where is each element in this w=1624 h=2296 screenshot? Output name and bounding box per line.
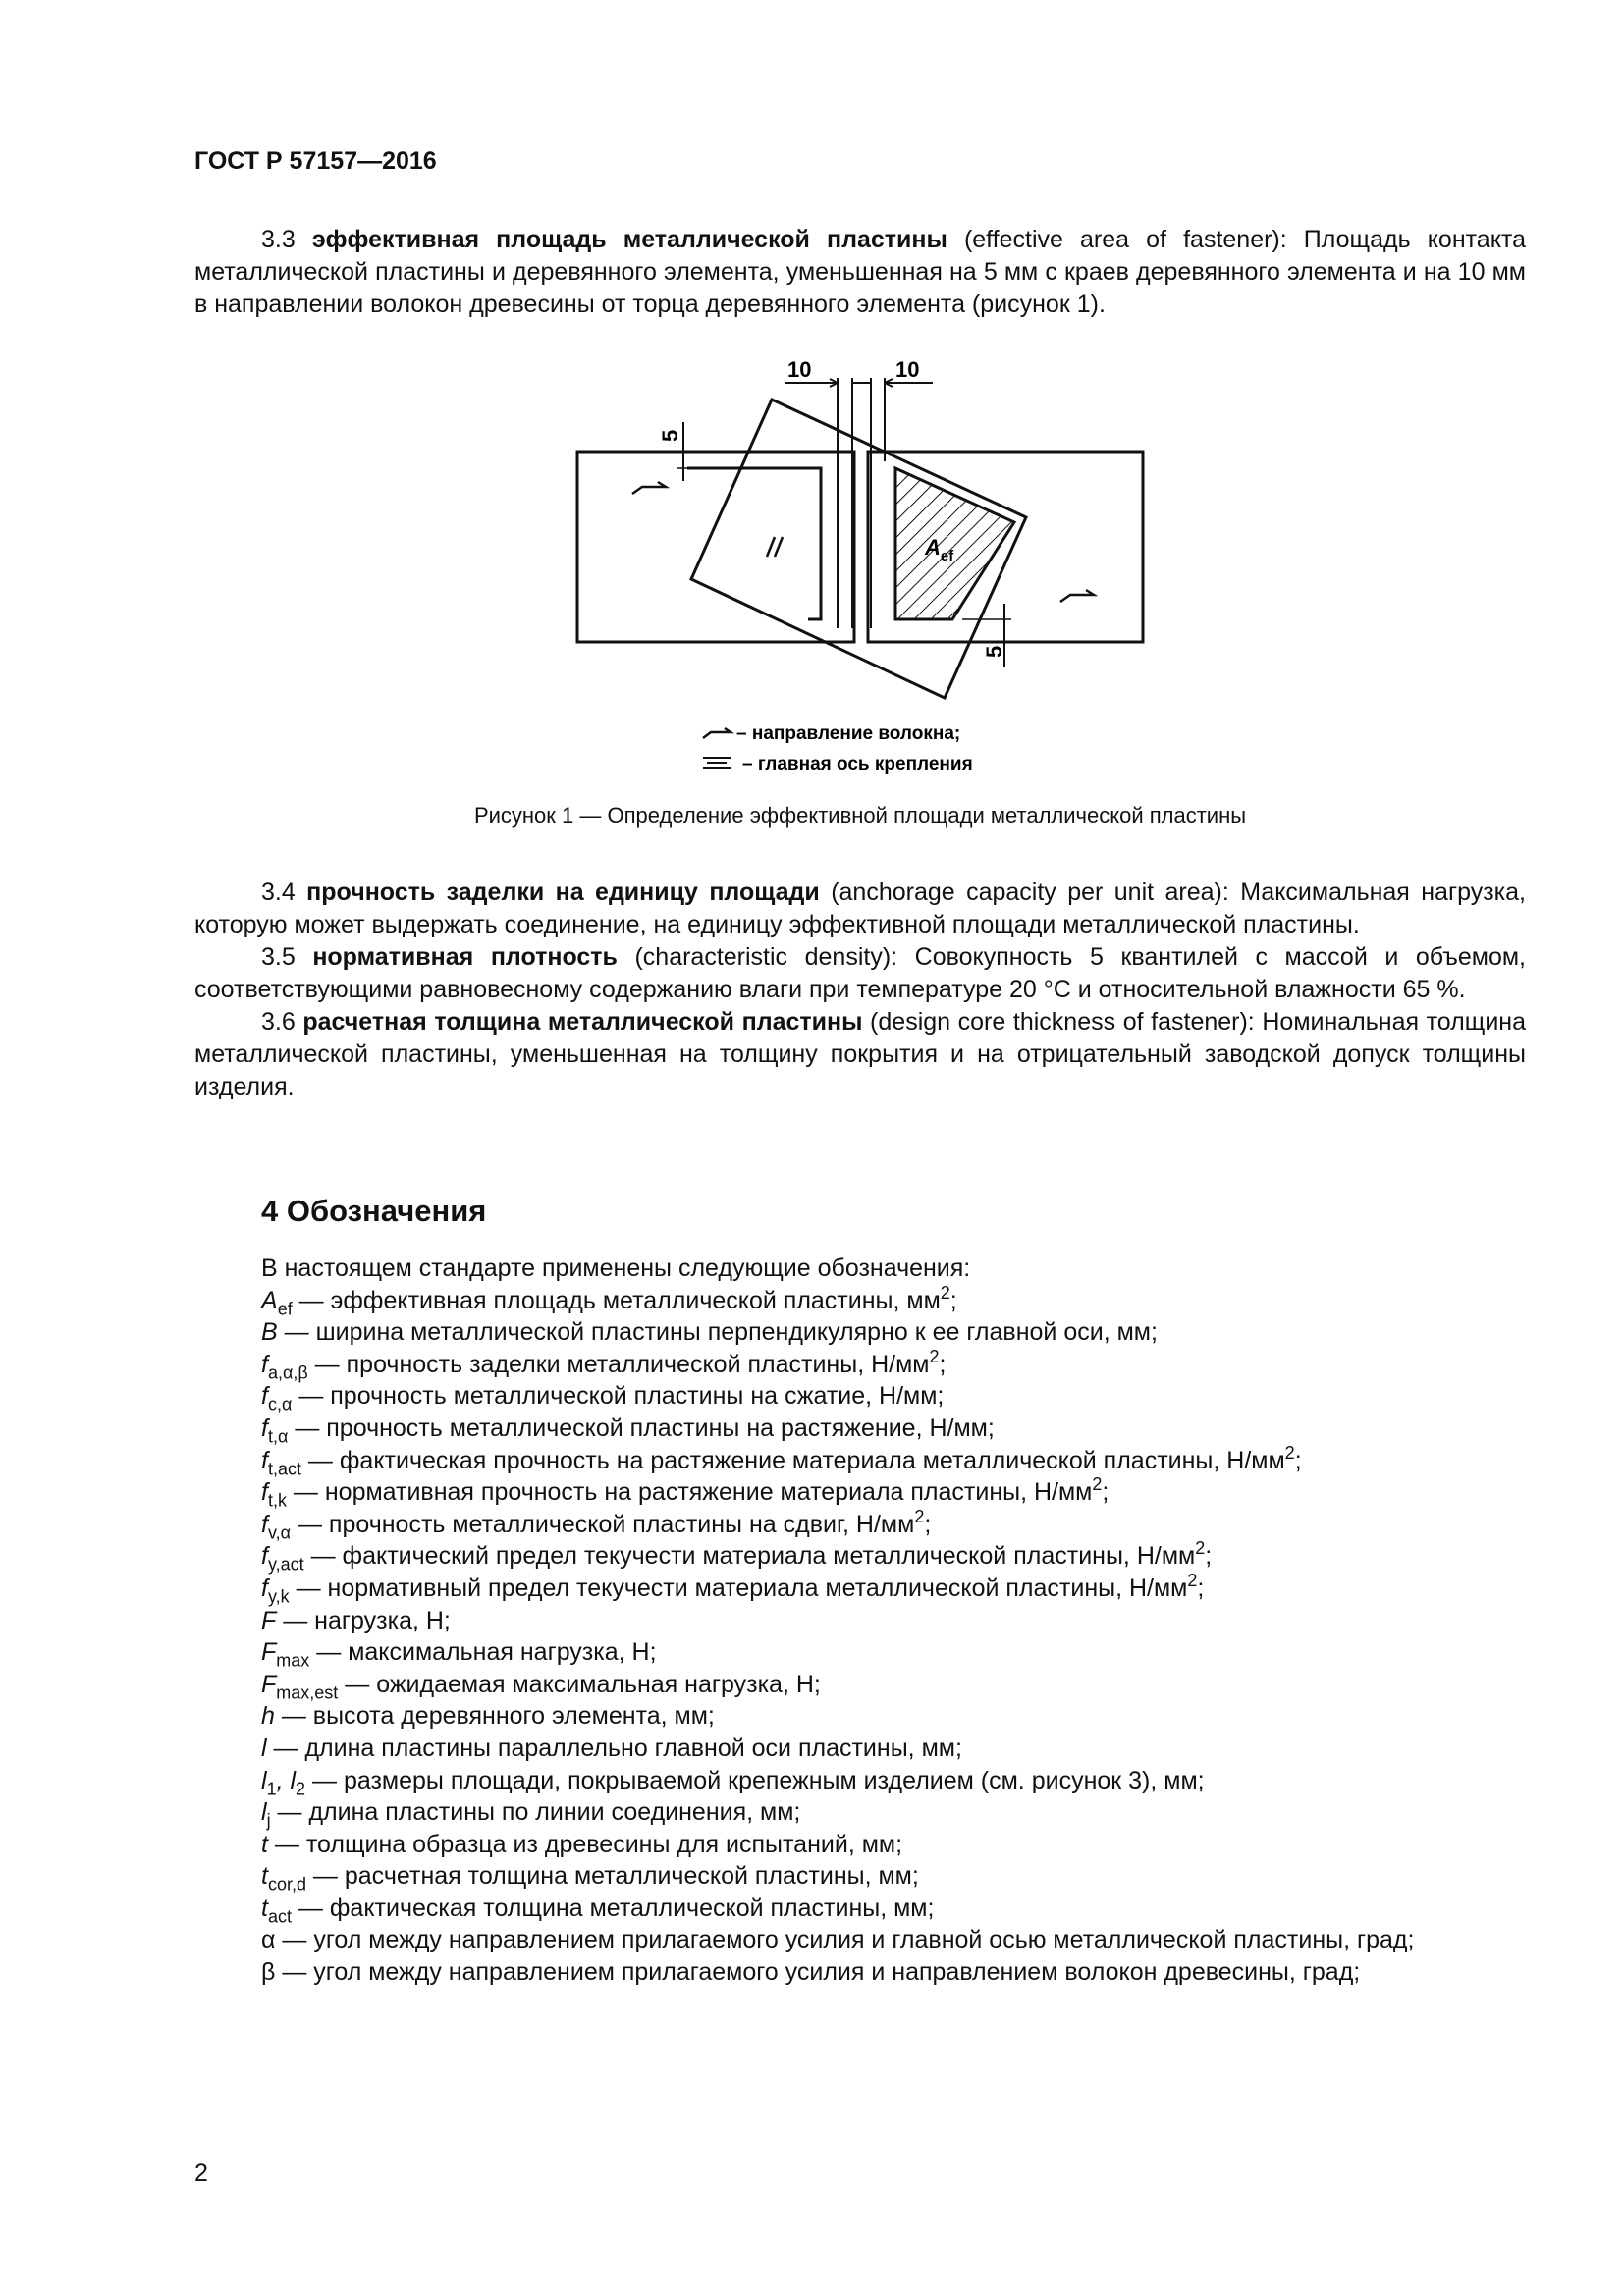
legend-grain: – направление волокна; [736, 723, 961, 744]
symbol-definition: F — нагрузка, Н; [261, 1606, 451, 1634]
dim-5-bottom: 5 [982, 645, 1006, 658]
dim-5-top: 5 [658, 429, 682, 442]
page-number: 2 [194, 2160, 208, 2187]
symbol-definition: B — ширина металлической пластины перпендикулярно к ее главной оси, мм; [261, 1318, 1158, 1347]
figure-1-diagram [560, 353, 1149, 785]
clause-3-4: 3.4 прочность заделки на единицу площади (anchorage capacity per unit area): Максимальная нагрузка, которую может выдержать соединение, на единицу эффективной площади металлической пластины. [194, 879, 1527, 938]
clause-3-6: 3.6 расчетная толщина металлической пластины (design core thickness of fastener): Номинальная толщина металлической пластины, уменьшенная на толщину покрытия и на отрицательный заводской допуск толщины изделия. [194, 1008, 1526, 1100]
dim-10-right: 10 [895, 357, 920, 382]
symbol-definition: $A_{ef}$ — эффективная площадь металлической пластины, $мм^2$; [261, 1282, 957, 1318]
legend-axis: – главная ось крепления [742, 754, 973, 774]
grain-legend-icon [703, 728, 731, 738]
symbol-definition: $t_{cor,d}$ — расчетная толщина металлической пластины, мм; [261, 1862, 919, 1895]
symbol-definition: $f_{y,act}$ — фактический предел текучести материала металлической пластины, $Н/мм^2$; [261, 1538, 1213, 1575]
symbol-definition: $F_{max,est}$ — ожидаемая максимальная нагрузка, Н; [261, 1670, 821, 1703]
symbol-definition: $l_1$, $l_2$ — размеры площади, покрываемой крепежным изделием (см. рисунок 3), мм; [261, 1766, 1205, 1798]
area-label: $A_{ef}$ [925, 535, 954, 564]
clause-3-3: 3.3 эффективная площадь металлической пластины (effective area of fastener): Площадь контакта металлической пластины и деревянного элемента, уменьшенная на 5 мм с краев деревянного элемента и на 10 мм в направлении волокон древесины от торца деревянного элемента (рисунок 1). [194, 226, 1527, 318]
main-axis-legend-icon [703, 758, 731, 768]
symbol-definition: $f_{v,\alpha}$ — прочность металлической пластины на сдвиг, $Н/мм^2$; [261, 1506, 932, 1543]
symbols-intro: В настоящем стандарте применены следующие обозначения: [261, 1255, 971, 1282]
symbols-list [194, 1253, 1526, 1989]
effective-area-hatch [895, 468, 1014, 619]
symbol-definition: $f_{t,k}$ — нормативная прочность на растяжение материала пластины, $Н/мм^2$; [261, 1474, 1110, 1511]
symbol-alpha: α — угол между направлением прилагаемого усилия и главной осью металлической пластины, град; [261, 1926, 1415, 1954]
symbol-definition: $f_{t,\alpha}$ — прочность металлической пластины на растяжение, Н/мм; [261, 1414, 995, 1447]
symbol-definition: $f_{a,\alpha,\beta}$ — прочность заделки металлической пластины, $Н/мм^2$; [261, 1346, 947, 1383]
document-header: ГОСТ Р 57157—2016 [194, 147, 437, 175]
symbol-definition: $f_{t,act}$ — фактическая прочность на растяжение материала металлической пластины, $Н/мм^2$; [261, 1442, 1302, 1478]
symbol-definition: h — высота деревянного элемента, мм; [261, 1702, 715, 1731]
symbol-definition: t — толщина образца из древесины для испытаний, мм; [261, 1830, 903, 1858]
left-timber-member [577, 452, 854, 642]
dim-10-left: 10 [787, 357, 812, 382]
symbol-definition: $t_{act}$ — фактическая толщина металлической пластины, мм; [261, 1894, 935, 1927]
symbol-definition: $f_{y,k}$ — нормативный предел текучести материала металлической пластины, $Н/мм^2$; [261, 1571, 1205, 1607]
symbol-definition: $l_j$ — длина пластины по линии соединения, мм; [261, 1798, 801, 1831]
figure-caption: Рисунок 1 — Определение эффективной площади металлической пластины [473, 803, 1247, 828]
symbol-definition: l — длина пластины параллельно главной оси пластины, мм; [261, 1734, 962, 1762]
clauses-3-4-to-3-6 [194, 877, 1526, 1103]
symbol-beta: β — угол между направлением прилагаемого усилия и направлением волокон древесины, град; [261, 1958, 1361, 1987]
symbol-definition: $f_{c,\alpha}$ — прочность металлической пластины на сжатие, Н/мм; [261, 1382, 945, 1415]
symbol-definition: $F_{max}$ — максимальная нагрузка, Н; [261, 1638, 657, 1671]
term: эффективная площадь металлической пластины [311, 226, 947, 253]
section-4-title: 4 Обозначения [261, 1194, 487, 1228]
clause-3-5: 3.5 нормативная плотность (characteristic density): Совокупность 5 квантилей с массой и объемом, соответствующими равновесному содержанию влаги при температуре 20 °С и относительной влажности 65 %. [194, 943, 1527, 1003]
